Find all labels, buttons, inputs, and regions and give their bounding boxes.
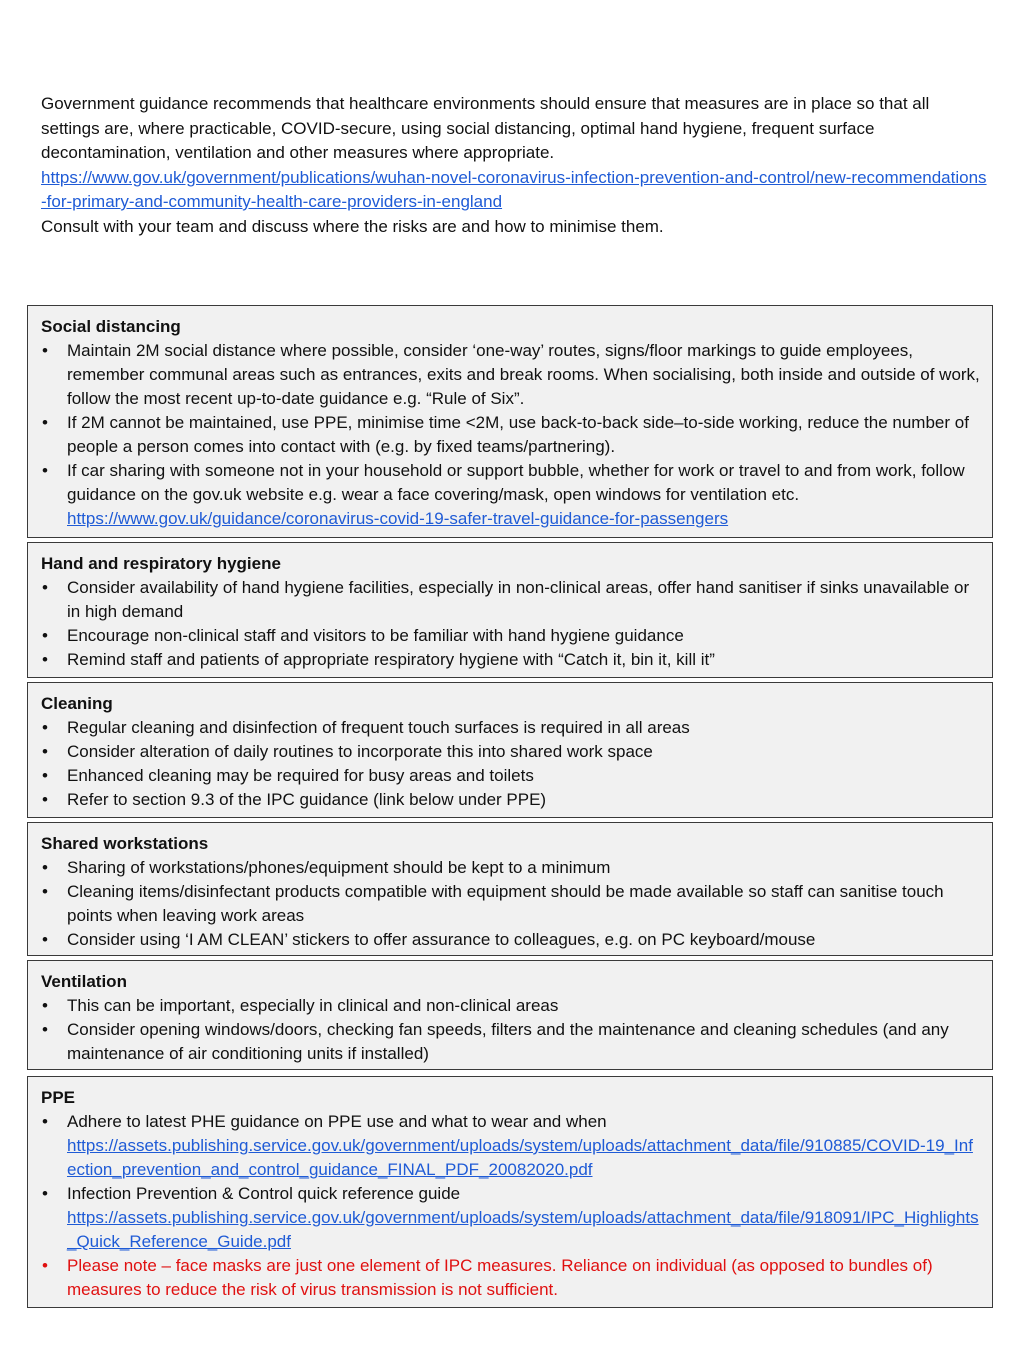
section-title: Shared workstations xyxy=(41,834,209,853)
list-item: • Consider using ‘I AM CLEAN’ stickers to offer assurance to colleagues, e.g. on PC keyboard/mouse xyxy=(41,928,980,952)
section-title: Hand and respiratory hygiene xyxy=(41,554,281,573)
ppe-box xyxy=(27,1076,993,1308)
list-item: • Consider availability of hand hygiene facilities, especially in non-clinical areas, offer hand sanitiser if sinks unavailable or in high demand xyxy=(42,578,970,621)
list-item: • Cleaning items/disinfectant products compatible with equipment should be made available so staff can sanitise touch points when leaving work areas xyxy=(42,882,944,925)
ventilation-box xyxy=(27,960,993,1070)
ipc-quick-reference-link[interactable]: https://assets.publishing.service.gov.uk/government/uploads/system/uploads/attachment_data/file/918091/IPC_Highlights_Quick_Reference_Guide.pdf xyxy=(67,1208,979,1251)
list-item: • Enhanced cleaning may be required for busy areas and toilets xyxy=(41,764,980,788)
intro-section xyxy=(41,92,991,239)
intro-paragraph: Government guidance recommends that healthcare environments should ensure that measures are in place so that all settings are, where practicable, COVID-secure, using social distancing, optimal hand hygiene, frequent surface decontamination, ventilation and other measures where appropriate. xyxy=(41,94,930,162)
section-title: PPE xyxy=(41,1088,76,1107)
bullet-icon: • xyxy=(42,930,48,949)
ppe-guidance-link[interactable]: https://assets.publishing.service.gov.uk/government/uploads/system/uploads/attachment_data/file/910885/COVID-19_Infection_prevention_and_control_guidance_FINAL_PDF_20082020.pdf xyxy=(67,1136,973,1179)
bullet-icon: • xyxy=(42,1184,48,1203)
section-title: Social distancing xyxy=(41,317,181,336)
bullet-list xyxy=(41,716,980,812)
bullet-icon: • xyxy=(42,1256,48,1275)
intro-consult-text: Consult with your team and discuss where the risks are and how to minimise them. xyxy=(41,216,664,236)
hand-hygiene-box xyxy=(27,542,993,678)
bullet-list xyxy=(41,339,980,531)
social-distancing-box xyxy=(27,305,993,538)
list-item: • Remind staff and patients of appropriate respiratory hygiene with “Catch it, bin it, kill it” xyxy=(41,648,980,672)
bullet-list xyxy=(41,994,980,1066)
bullet-icon: • xyxy=(42,650,48,669)
bullet-icon: • xyxy=(42,766,48,785)
bullet-icon: • xyxy=(42,718,48,737)
bullet-icon: • xyxy=(42,413,48,432)
list-item: • If car sharing with someone not in your household or support bubble, whether for work or travel to and from work, follow guidance on the gov.uk website e.g. wear a face covering/mask, open windows for ventilation etc. https://www.gov.uk/guidance/coronavirus-covid-19-safer-travel-guidance-for-passengers xyxy=(41,459,980,531)
bullet-list xyxy=(41,1110,980,1302)
list-item: • Encourage non-clinical staff and visitors to be familiar with hand hygiene guidance xyxy=(41,624,980,648)
cleaning-box xyxy=(27,682,993,818)
bullet-icon: • xyxy=(42,461,48,480)
section-title: Cleaning xyxy=(41,694,113,713)
bullet-icon: • xyxy=(42,341,48,360)
warning-note: • Please note – face masks are just one element of IPC measures. Reliance on individual (as opposed to bundles of) measures to reduce the risk of virus transmission is not sufficient. xyxy=(42,1256,933,1299)
list-item: • Infection Prevention & Control quick reference guide https://assets.publishing.service.gov.uk/government/uploads/system/uploads/attachment_data/file/918091/IPC_Highlights_Quick_Reference_Guide.pdf xyxy=(41,1182,980,1254)
list-item: • Adhere to latest PHE guidance on PPE use and what to wear and when https://assets.publishing.service.gov.uk/government/uploads/system/uploads/attachment_data/file/910885/COVID-19_Infection_prevention_and_control_guidance_FINAL_PDF_20082020.pdf xyxy=(41,1110,980,1182)
section-title: Ventilation xyxy=(41,972,127,991)
shared-workstations-box xyxy=(27,822,993,956)
bullet-list xyxy=(41,856,980,952)
bullet-icon: • xyxy=(42,790,48,809)
list-item: • Maintain 2M social distance where possible, consider ‘one-way’ routes, signs/floor markings to guide employees, remember communal areas such as entrances, exits and break rooms. When socialising, both inside and outside of work, follow the most recent up-to-date guidance e.g. “Rule of Six”. xyxy=(42,341,980,408)
bullet-icon: • xyxy=(42,996,48,1015)
list-item: • If 2M cannot be maintained, use PPE, minimise time <2M, use back-to-back side–to-side working, reduce the number of people a person comes into contact with (e.g. by fixed teams/partnering). xyxy=(42,413,969,456)
list-item: • Consider opening windows/doors, checking fan speeds, filters and the maintenance and cleaning schedules (and any maintenance of air conditioning units if installed) xyxy=(42,1020,949,1063)
safer-travel-link[interactable]: https://www.gov.uk/guidance/coronavirus-covid-19-safer-travel-guidance-for-passengers xyxy=(67,509,729,528)
bullet-icon: • xyxy=(42,882,48,901)
bullet-icon: • xyxy=(42,858,48,877)
bullet-list xyxy=(41,576,980,672)
bullet-icon: • xyxy=(42,1112,48,1131)
list-item: • This can be important, especially in clinical and non-clinical areas xyxy=(41,994,980,1018)
list-item: • Consider alteration of daily routines to incorporate this into shared work space xyxy=(41,740,980,764)
list-item: • Sharing of workstations/phones/equipment should be kept to a minimum xyxy=(41,856,980,880)
intro-guidance-link[interactable]: https://www.gov.uk/government/publications/wuhan-novel-coronavirus-infection-prevention-and-control/new-recommendations-for-primary-and-community-health-care-providers-in-england xyxy=(41,167,987,211)
list-item: • Regular cleaning and disinfection of frequent touch surfaces is required in all areas xyxy=(41,716,980,740)
bullet-icon: • xyxy=(42,626,48,645)
list-item: • Refer to section 9.3 of the IPC guidance (link below under PPE) xyxy=(41,788,980,812)
bullet-icon: • xyxy=(42,578,48,597)
bullet-icon: • xyxy=(42,1020,48,1039)
bullet-icon: • xyxy=(42,742,48,761)
